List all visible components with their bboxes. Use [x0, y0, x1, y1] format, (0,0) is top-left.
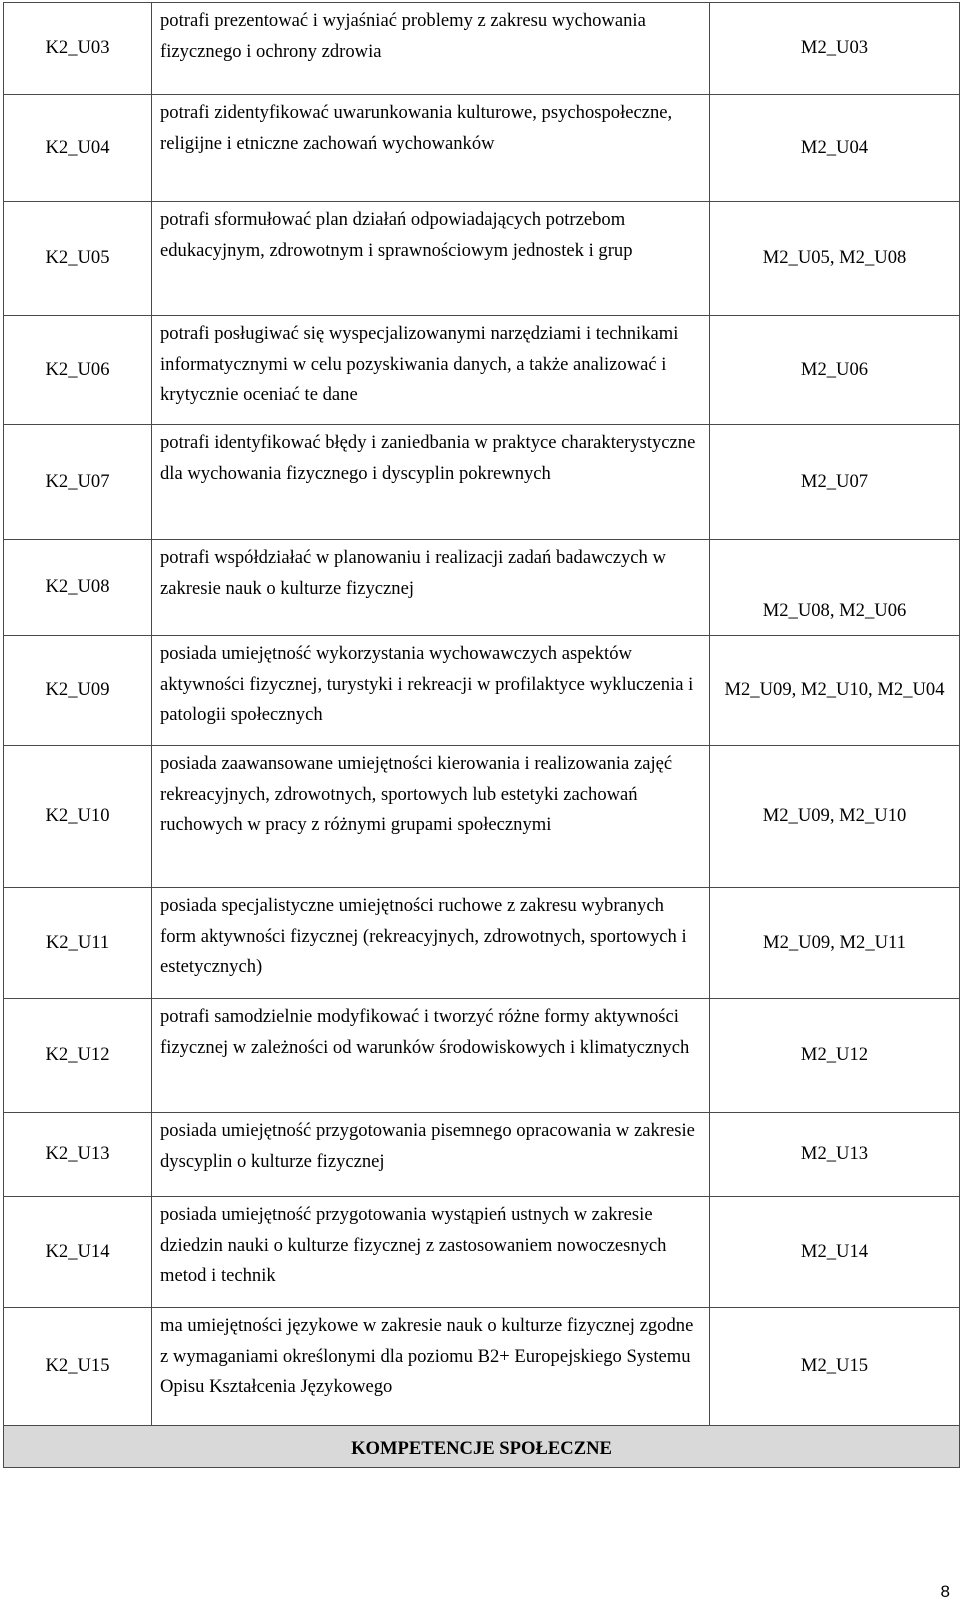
table-row — [4, 999, 960, 1113]
outcome-description — [152, 425, 710, 540]
section-row — [4, 1426, 960, 1468]
table-row — [4, 1197, 960, 1308]
page-number: 8 — [940, 1582, 950, 1601]
outcome-code: K2_U14 — [4, 1197, 152, 1308]
table-row — [4, 316, 960, 425]
outcome-code: K2_U15 — [4, 1308, 152, 1426]
outcome-description — [152, 999, 710, 1113]
outcome-mapping: M2_U05, M2_U08 — [710, 202, 960, 316]
outcome-description-text: potrafi zidentyfikować uwarunkowania kulturowe, psychospołeczne, religijne i etniczne zachowań wychowanków — [160, 102, 673, 154]
outcome-description-text: potrafi samodzielnie modyfikować i tworzyć różne formy aktywności fizycznej w zależności od warunków środowiskowych i klimatycznych — [160, 1006, 690, 1058]
outcome-mapping: M2_U12 — [710, 999, 960, 1113]
outcome-code: K2_U10 — [4, 746, 152, 888]
outcome-description-text: posiada zaawansowane umiejętności kierowania i realizowania zajęć rekreacyjnych, zdrowotnych, sportowych lub estetyki zachowań ruchowych w pracy z różnymi grupami społecznymi — [160, 753, 673, 836]
outcome-description — [152, 316, 710, 425]
outcome-description-text: ma umiejętności językowe w zakresie nauk o kulturze fizycznej zgodne z wymaganiami określonymi dla poziomu B2+ Europejskiego Systemu Opisu Kształcenia Językowego — [160, 1315, 694, 1398]
outcome-description — [152, 3, 710, 95]
outcome-code: K2_U11 — [4, 888, 152, 999]
outcome-description — [152, 95, 710, 202]
outcome-description-text: posiada umiejętność wykorzystania wychowawczych aspektów aktywności fizycznej, turystyki i rekreacji w profilaktyce wykluczenia i patologii społecznych — [160, 643, 694, 726]
outcome-description-text: potrafi identyfikować błędy i zaniedbania w praktyce charakterystyczne dla wychowania fizycznego i dyscyplin pokrewnych — [160, 432, 696, 484]
outcome-description — [152, 1308, 710, 1426]
outcome-mapping: M2_U09, M2_U10, M2_U04 — [710, 636, 960, 746]
outcome-description-text: potrafi współdziałać w planowaniu i realizacji zadań badawczych w zakresie nauk o kulturze fizycznej — [160, 547, 666, 599]
outcome-description — [152, 636, 710, 746]
outcome-code: K2_U12 — [4, 999, 152, 1113]
section-heading: KOMPETENCJE SPOŁECZNE — [4, 1426, 960, 1468]
outcome-description-text: posiada umiejętność przygotowania wystąpień ustnych w zakresie dziedzin nauki o kulturze fizycznej z zastosowaniem nowoczesnych metod i technik — [160, 1204, 667, 1287]
outcome-code: K2_U03 — [4, 3, 152, 95]
outcome-mapping: M2_U09, M2_U10 — [710, 746, 960, 888]
outcome-mapping: M2_U15 — [710, 1308, 960, 1426]
outcome-code: K2_U09 — [4, 636, 152, 746]
outcome-description-text: potrafi prezentować i wyjaśniać problemy z zakresu wychowania fizycznego i ochrony zdrowia — [160, 10, 646, 62]
table-row — [4, 746, 960, 888]
outcome-description — [152, 888, 710, 999]
table-row — [4, 95, 960, 202]
learning-outcomes-table — [3, 2, 960, 1468]
outcome-code: K2_U05 — [4, 202, 152, 316]
outcome-description — [152, 540, 710, 636]
outcome-description-text: potrafi sformułować plan działań odpowiadających potrzebom edukacyjnym, zdrowotnym i sprawnościowym jednostek i grup — [160, 209, 633, 261]
outcome-description-text: posiada umiejętność przygotowania pisemnego opracowania w zakresie dyscyplin o kulturze fizycznej — [160, 1120, 695, 1172]
table-row — [4, 636, 960, 746]
outcome-description-text: potrafi posługiwać się wyspecjalizowanymi narzędziami i technikami informatycznymi w celu pozyskiwania danych, a także analizować i krytycznie oceniać te dane — [160, 323, 679, 406]
outcome-description — [152, 202, 710, 316]
outcome-mapping: M2_U09, M2_U11 — [710, 888, 960, 999]
outcome-code: K2_U13 — [4, 1113, 152, 1197]
outcome-mapping: M2_U03 — [710, 3, 960, 95]
table-row — [4, 425, 960, 540]
table-row — [4, 3, 960, 95]
outcome-code: K2_U07 — [4, 425, 152, 540]
table-row — [4, 1113, 960, 1197]
outcome-mapping: M2_U08, M2_U06 — [710, 540, 960, 636]
outcome-description — [152, 1197, 710, 1308]
outcome-description — [152, 1113, 710, 1197]
outcome-code: K2_U04 — [4, 95, 152, 202]
table-row — [4, 540, 960, 636]
outcome-mapping: M2_U13 — [710, 1113, 960, 1197]
table-row — [4, 888, 960, 999]
table-row — [4, 202, 960, 316]
table-row — [4, 1308, 960, 1426]
outcome-mapping: M2_U14 — [710, 1197, 960, 1308]
outcome-code: K2_U08 — [4, 540, 152, 636]
outcome-description — [152, 746, 710, 888]
outcome-description-text: posiada specjalistyczne umiejętności ruchowe z zakresu wybranych form aktywności fizycznej (rekreacyjnych, zdrowotnych, sportowych i estetycznych) — [160, 895, 687, 978]
outcome-mapping: M2_U04 — [710, 95, 960, 202]
outcome-mapping: M2_U07 — [710, 425, 960, 540]
outcome-mapping: M2_U06 — [710, 316, 960, 425]
outcome-code: K2_U06 — [4, 316, 152, 425]
